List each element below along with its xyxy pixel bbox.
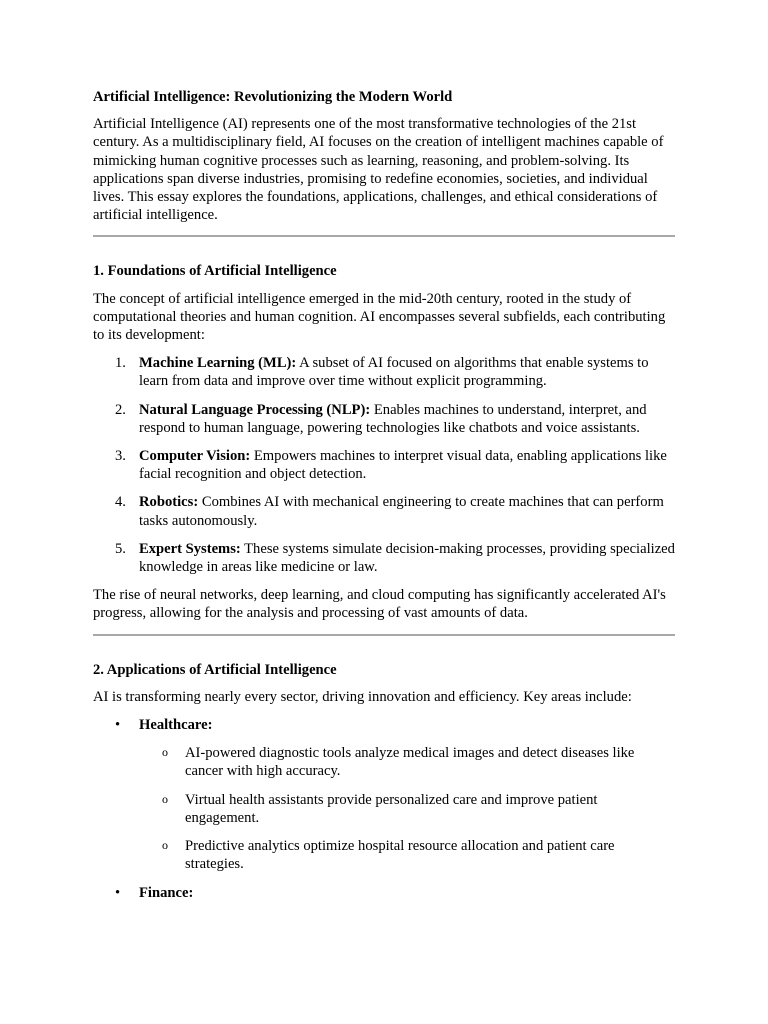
- sub-list-item: [139, 837, 675, 873]
- list-text: Empowers machines to interpret visual data, enabling applications like facial recognition and object detection.: [139, 448, 667, 483]
- section-heading: 1. Foundations of Artificial Intelligence: [93, 263, 337, 280]
- section-foundations: [93, 262, 675, 622]
- section-closing-paragraph: The rise of neural networks, deep learning, and cloud computing has significantly accelerated AI's progress, allowing for the analysis and processing of vast amounts of data.: [93, 587, 666, 622]
- sub-list-text: AI-powered diagnostic tools analyze medical images and detect diseases like cancer with high accuracy.: [185, 745, 635, 780]
- sub-list-text: Virtual health assistants provide personalized care and improve patient engagement.: [185, 791, 598, 826]
- list-term: Computer Vision:: [139, 448, 251, 465]
- section-divider: [93, 235, 675, 237]
- list-item-healthcare: [93, 716, 675, 873]
- list-item: [93, 401, 675, 437]
- numbered-list: [93, 354, 675, 576]
- list-number: 5.: [115, 540, 126, 557]
- list-term: Finance:: [139, 884, 194, 901]
- circle-bullet-icon: o: [162, 791, 168, 806]
- list-text: These systems simulate decision-making processes, providing specialized knowledge in areas like medicine or law.: [139, 540, 675, 576]
- section-intro-paragraph: The concept of artificial intelligence emerged in the mid-20th century, rooted in the study of computational theories and human cognition. AI encompasses several subfields, each contributing to its development:: [93, 290, 666, 344]
- list-text: A subset of AI focused on algorithms that enable systems to learn from data and improve over time without explicit programming.: [139, 355, 649, 390]
- list-term: Healthcare:: [139, 717, 213, 734]
- bullet-list: [93, 716, 675, 902]
- list-item: [93, 493, 675, 529]
- list-item: [93, 540, 675, 576]
- document-page: [93, 88, 675, 913]
- list-number: 4.: [115, 494, 126, 511]
- list-term: Natural Language Processing (NLP):: [139, 401, 371, 418]
- section-applications: [93, 661, 675, 902]
- list-term: Expert Systems:: [139, 540, 241, 557]
- list-term: Machine Learning (ML):: [139, 355, 297, 372]
- sub-bullet-list: [139, 744, 675, 873]
- section-divider: [93, 634, 675, 636]
- sub-list-item: [139, 791, 675, 827]
- list-text: Combines AI with mechanical engineering to create machines that can perform tasks autonomously.: [139, 494, 664, 529]
- sub-list-item: [139, 744, 675, 780]
- circle-bullet-icon: o: [162, 745, 168, 760]
- document-title: Artificial Intelligence: Revolutionizing the Modern World: [93, 89, 453, 105]
- list-text: Enables machines to understand, interpret, and respond to human language, powering technologies like chatbots and voice assistants.: [139, 401, 647, 436]
- section-heading: 2. Applications of Artificial Intelligence: [93, 661, 337, 678]
- bullet-icon: •: [115, 717, 121, 734]
- bullet-icon: •: [115, 884, 121, 901]
- list-item-finance: [93, 884, 675, 902]
- list-number: 2.: [115, 401, 126, 418]
- circle-bullet-icon: o: [162, 838, 168, 853]
- list-number: 1.: [115, 355, 126, 372]
- section-intro-paragraph: AI is transforming nearly every sector, driving innovation and efficiency. Key areas include:: [93, 688, 632, 705]
- list-term: Robotics:: [139, 494, 199, 511]
- sub-list-text: Predictive analytics optimize hospital resource allocation and patient care strategies.: [185, 838, 615, 873]
- list-number: 3.: [115, 448, 126, 465]
- list-item: [93, 354, 675, 390]
- intro-paragraph: Artificial Intelligence (AI) represents one of the most transformative technologies of the 21st century. As a multidisciplinary field, AI focuses on the creation of intelligent machines capable of mimicking human cognitive processes such as learning, reasoning, and problem-solving. Its applications span diverse industries, promising to redefine economies, societies, and individual lives. This essay explores the foundations, applications, challenges, and ethical considerations of artificial intelligence.: [93, 116, 664, 224]
- list-item: [93, 447, 675, 483]
